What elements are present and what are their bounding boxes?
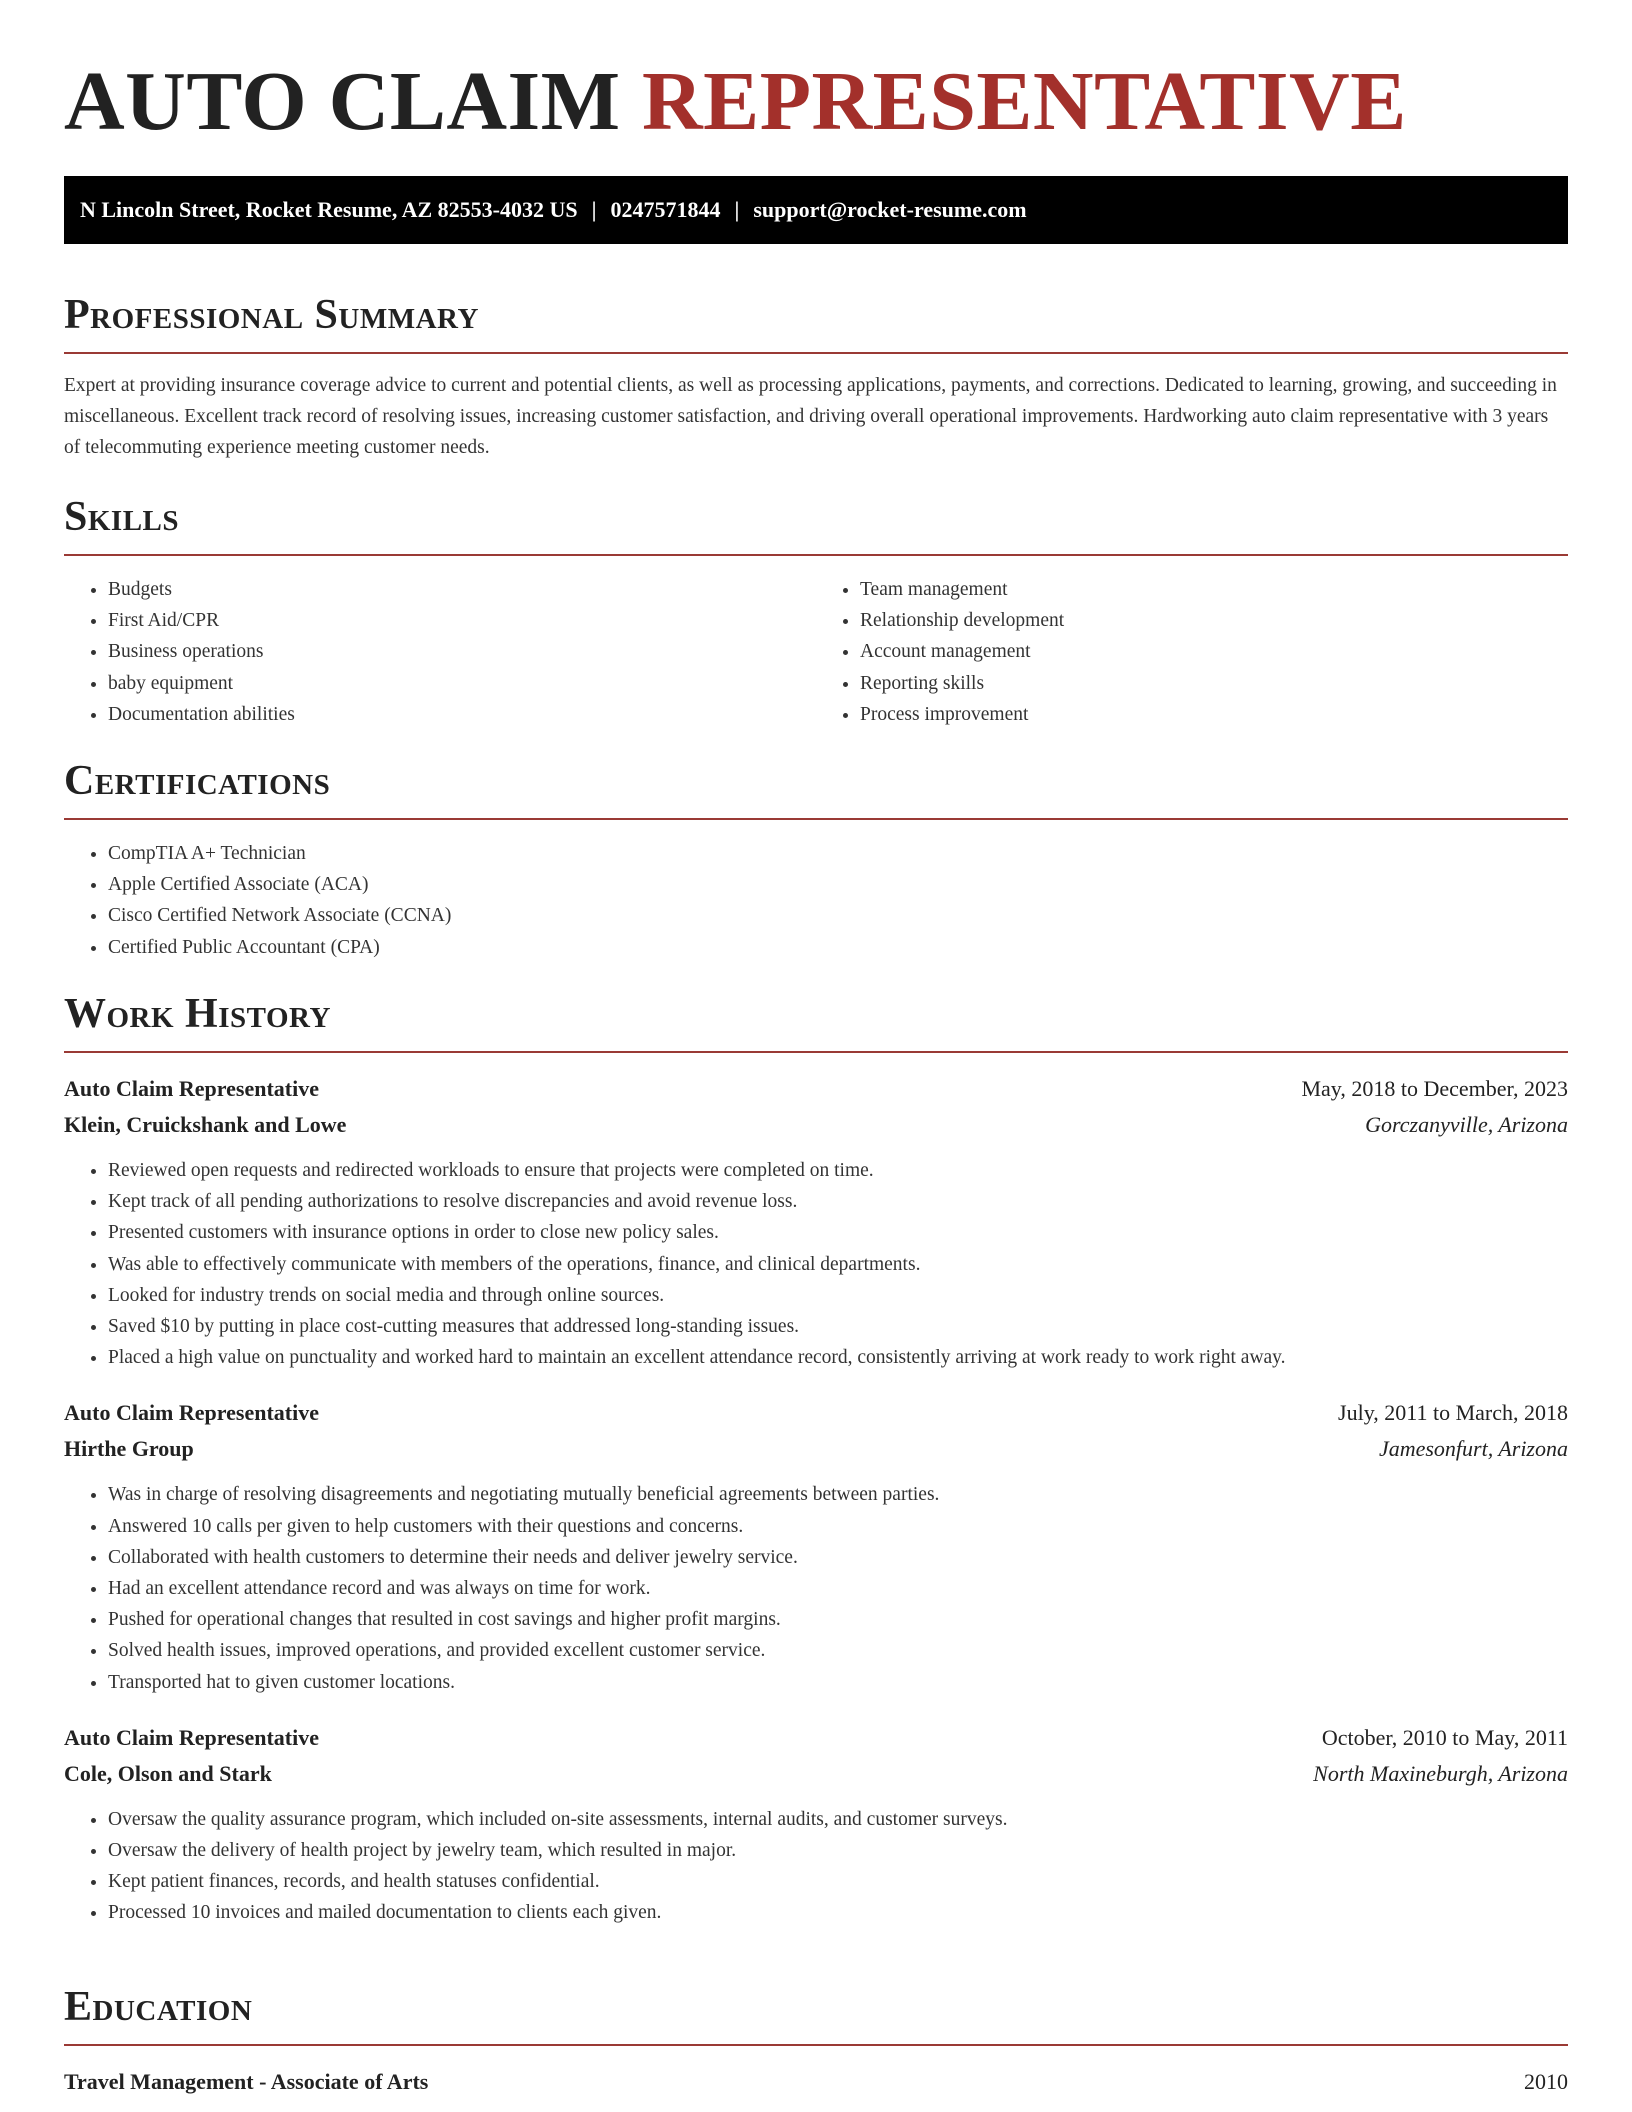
education-section — [64, 1982, 1568, 2100]
skill-item: • Business operations — [108, 636, 816, 667]
contact-separator: | — [734, 197, 740, 222]
job-bullet: • Looked for industry trends on social media and through online sources. — [108, 1280, 1568, 1311]
section-divider — [64, 818, 1568, 820]
job-title: Auto Claim Representative — [64, 1724, 319, 1750]
job-dates: July, 2011 to March, 2018 — [1338, 1400, 1568, 1426]
job-bullet: • Answered 10 calls per given to help customers with their questions and concerns. — [108, 1511, 1568, 1542]
skills-list-right — [816, 574, 1568, 730]
job-header-row — [64, 1720, 1568, 1756]
section-heading: Certifications — [64, 758, 331, 804]
certification-item: • Cisco Certified Network Associate (CCNA) — [108, 900, 1568, 931]
professional-summary-section — [64, 290, 1568, 463]
section-heading: Professional Summary — [64, 292, 479, 338]
summary-text: Expert at providing insurance coverage advice to current and potential clients, as well as processing applications, payments, and corrections. Dedicated to learning, growing, and succeeding in miscellaneous. Excellent track record of resolving issues, increasing customer satisfaction, and driving overall operational improvements. Hardworking auto claim representative with 3 years of telecommuting experience meeting customer needs. — [64, 375, 1557, 458]
job-company-row — [64, 1107, 1568, 1143]
section-heading: Work History — [64, 991, 331, 1037]
resume-title — [64, 0, 1568, 152]
skill-item: • Relationship development — [860, 605, 1568, 636]
skill-item: • baby equipment — [108, 668, 816, 699]
title-accent: REPRESENTATIVE — [642, 55, 1407, 148]
job-location: Gorczanyville, Arizona — [1365, 1112, 1568, 1137]
section-heading: Education — [64, 1984, 253, 2030]
job-bullet: • Reviewed open requests and redirected workloads to ensure that projects were completed on time. — [108, 1155, 1568, 1186]
skill-item: • Account management — [860, 636, 1568, 667]
contact-phone: 0247571844 — [610, 197, 721, 222]
job-location: Jamesonfurt, Arizona — [1378, 1436, 1568, 1462]
job-company: Hirthe Group — [64, 1436, 194, 1462]
job-bullet: • Solved health issues, improved operations, and provided excellent customer service. — [108, 1635, 1568, 1666]
job-header-row — [64, 1395, 1568, 1431]
skills-section — [64, 492, 1568, 730]
education-year: 2010 — [1524, 2069, 1568, 2094]
skill-item: • First Aid/CPR — [108, 605, 816, 636]
job-bullet: • Kept patient finances, records, and health statuses confidential. — [108, 1866, 1568, 1897]
certification-item: • Apple Certified Associate (ACA) — [108, 869, 1568, 900]
job-bullet: • Was able to effectively communicate with members of the operations, finance, and clinical departments. — [108, 1249, 1568, 1280]
job-bullet: • Pushed for operational changes that resulted in cost savings and higher profit margins. — [108, 1604, 1568, 1635]
education-entry — [64, 2064, 1568, 2100]
job-bullets — [64, 1804, 1568, 1929]
job-bullet: • Had an excellent attendance record and was always on time for work. — [108, 1573, 1568, 1604]
job-company-row — [64, 1756, 1568, 1792]
section-heading: Skills — [64, 494, 180, 540]
contact-address: N Lincoln Street, Rocket Resume, AZ 82553-4032 US — [80, 197, 578, 222]
job-bullet: • Was in charge of resolving disagreements and negotiating mutually beneficial agreements between parties. — [108, 1479, 1568, 1510]
job-company: Cole, Olson and Stark — [64, 1760, 272, 1786]
job-entry — [64, 1071, 1568, 1373]
job-entry — [64, 1395, 1568, 1697]
section-divider — [64, 2044, 1568, 2046]
job-bullet: • Placed a high value on punctuality and worked hard to maintain an excellent attendance record, consistently arriving at work ready to work right away. — [108, 1342, 1568, 1373]
section-divider — [64, 352, 1568, 354]
skill-item: • Reporting skills — [860, 668, 1568, 699]
skills-columns — [64, 556, 1568, 730]
contact-separator: | — [591, 197, 597, 222]
job-header-row — [64, 1071, 1568, 1107]
skill-item: • Budgets — [108, 574, 816, 605]
certifications-list — [64, 838, 1568, 963]
education-row — [64, 2064, 1568, 2100]
resume-page — [64, 0, 1568, 2094]
job-bullet: • Oversaw the quality assurance program, which included on-site assessments, internal audits, and customer surveys. — [108, 1804, 1568, 1835]
job-bullets — [64, 1479, 1568, 1697]
work-history-section — [64, 989, 1568, 1929]
job-title: Auto Claim Representative — [64, 1076, 319, 1101]
job-bullets — [64, 1155, 1568, 1373]
job-entry — [64, 1720, 1568, 1929]
job-company: Klein, Cruickshank and Lowe — [64, 1112, 347, 1137]
skill-item: • Team management — [860, 574, 1568, 605]
job-bullet: • Transported hat to given customer locations. — [108, 1667, 1568, 1698]
skill-item: • Process improvement — [860, 699, 1568, 730]
contact-bar — [64, 176, 1568, 244]
education-degree: Travel Management - Associate of Arts — [64, 2069, 429, 2094]
job-bullet: • Saved $10 by putting in place cost-cutting measures that addressed long-standing issues. — [108, 1311, 1568, 1342]
certification-item: • CompTIA A+ Technician — [108, 838, 1568, 869]
job-bullet: • Kept track of all pending authorizations to resolve discrepancies and avoid revenue loss. — [108, 1186, 1568, 1217]
job-bullet: • Collaborated with health customers to determine their needs and deliver jewelry service. — [108, 1542, 1568, 1573]
job-location: North Maxineburgh, Arizona — [1313, 1760, 1568, 1786]
contact-email[interactable]: support@rocket-resume.com — [753, 197, 1027, 222]
skill-item: • Documentation abilities — [108, 699, 816, 730]
certifications-section — [64, 756, 1568, 963]
job-dates: October, 2010 to May, 2011 — [1321, 1724, 1568, 1750]
job-dates: May, 2018 to December, 2023 — [1301, 1076, 1568, 1101]
title-main: AUTO CLAIM — [64, 55, 621, 148]
job-bullet: • Oversaw the delivery of health project by jewelry team, which resulted in major. — [108, 1835, 1568, 1866]
job-company-row — [64, 1431, 1568, 1467]
job-bullet: • Processed 10 invoices and mailed documentation to clients each given. — [108, 1897, 1568, 1928]
skills-list-left — [64, 574, 816, 730]
job-title: Auto Claim Representative — [64, 1400, 319, 1426]
job-bullet: • Presented customers with insurance options in order to close new policy sales. — [108, 1217, 1568, 1248]
section-divider — [64, 1051, 1568, 1053]
certification-item: • Certified Public Accountant (CPA) — [108, 932, 1568, 963]
